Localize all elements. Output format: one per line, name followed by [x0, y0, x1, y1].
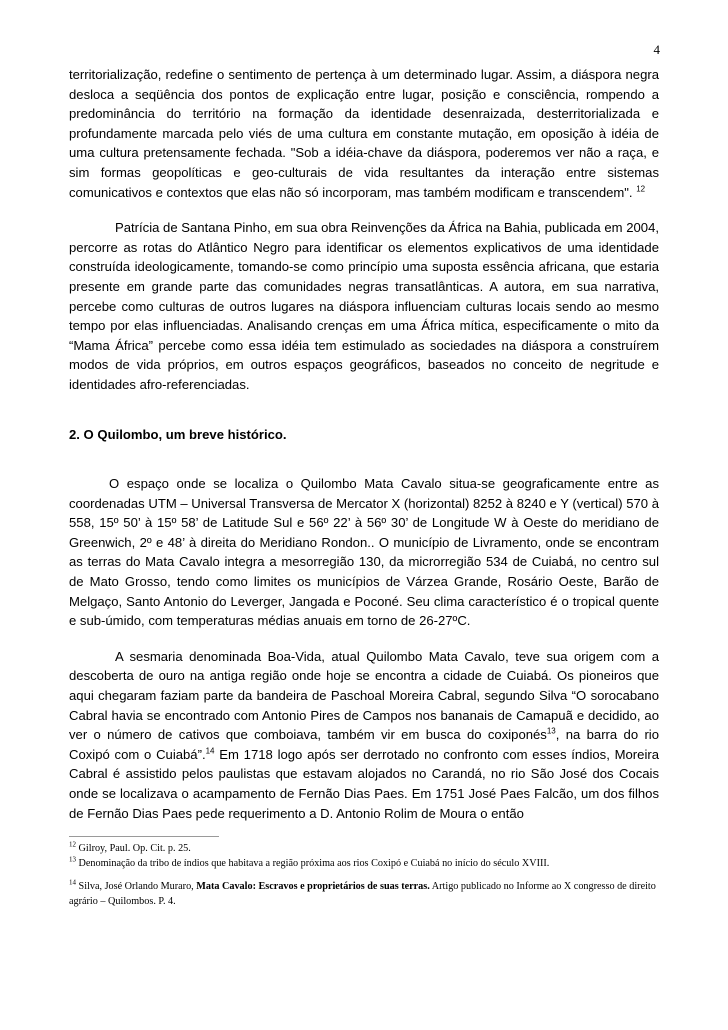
footnote-text-b: Artigo publicado no Informe ao X congresso de direito agrário – Quilombos. P. 4.	[69, 881, 656, 907]
footnote-12	[69, 842, 669, 857]
paragraph-text-a: A sesmaria denominada Boa-Vida, atual Quilombo Mata Cavalo, teve sua origem com a descoberta de ouro na antiga região onde hoje se encontra a cidade de Cuiabá. Os pioneiros que aqui chegaram faziam parte da bandeira de Paschoal Moreira Cabral, segundo Silva “O sorocabano Cabral havia se encontrado com Antonio Pires de Campos nos bananais de Camapuã e decidido, ao ver o número de cativos que comboiava, também vir em busca do coxiponés	[69, 648, 659, 743]
paragraph-location: O espaço onde se localiza o Quilombo Mata Cavalo situa-se geograficamente entre as coordenadas UTM – Universal Transversa de Mercator X (horizontal) 8252 à 8240 e Y (vertical) 570 à 558, 15º 50’ à 15º 58’ de Latitude Sul e 56º 22’ à 56º 30’ de Longitude W à Oeste do meridiano de Greenwich, 2º e 48’ à direita do Meridiano Rondon.. O município de Livramento, onde se encontram as terras do Mata Cavalo integra a mesorregião 130, da microrregião 534 de Cuiabá, no centro sul de Mato Grosso, tendo como limites os municípios de Várzea Grande, Rosário Oeste, Barão de Melgaço, Santo Antonio do Leverger, Jangada e Poconé. Seu clima característico é o tropical quente e sub-úmido, com temperaturas médias anuais em torno de 26-27ºC.	[69, 476, 659, 629]
footnote-title: Mata Cavalo: Escravos e proprietários de suas terras.	[196, 881, 430, 892]
footnote-text-a: Silva, José Orlando Muraro,	[76, 881, 197, 892]
footnote-number: 12	[69, 840, 76, 849]
footnote-text: Denominação da tribo de índios que habitava a região próxima aos rios Coxipó e Cuiabá no início do século XVIII.	[76, 857, 550, 869]
footnote-number: 13	[69, 855, 76, 864]
footnote-14	[69, 880, 669, 909]
paragraph-pinho: Patrícia de Santana Pinho, em sua obra Reinvenções da África na Bahia, publicada em 2004, percorre as rotas do Atlântico Negro para identificar os elementos explicativos de uma identidade construída ideologicamente, tomando-se como princípio uma suposta essência africana, que estaria presente em grande parte das comunidades negras transatlânticas. A autora, em sua narrativa, percebe como culturas de outros lugares na diáspora influenciam culturas locais sendo ao mesmo tempo por elas influenciadas. Analisando crenças em uma África mítica, especificamente o mito da “Mama África” percebe como essa idéia tem estimulado as sociedades na diáspora a construírem modos de vida próprios, em outros espaços geográficos, baseados no conceito de negritude e identidades afro-referenciadas.	[69, 220, 659, 392]
paragraph-text-b: , na barra do rio Coxipó com o Cuiabá”.	[69, 727, 659, 762]
footnote-number: 14	[69, 878, 76, 887]
footnote-ref-12: 12	[636, 184, 646, 194]
footnote-ref-13: 13	[546, 726, 556, 736]
paragraph-diaspora	[69, 65, 659, 202]
page-number: 4	[653, 42, 660, 57]
footnote-ref-14: 14	[205, 746, 215, 756]
footnote-divider	[69, 836, 219, 837]
paragraph-text: territorialização, redefine o sentimento de pertença à um determinado lugar. Assim, a diáspora negra desloca a seqüência dos pontos de explicação entre lugar, posição e consciência, rompendo a predominância do território na formação da identidade desenraizada, desterritorializada e profundamente marcada pelo viés de uma cultura em constante mutação, em oposição à idéia de uma cultura pretensamente fechada. "Sob a idéia-chave da diáspora, poderemos ver não a raça, e sim formas geopolíticas e geo-culturais de vida resultantes da interação entre sistemas comunicativos e contextos que elas não só incorporam, mas também modificam e transcendem".	[69, 67, 659, 200]
section-heading: 2. O Quilombo, um breve histórico.	[69, 426, 287, 442]
document-body	[69, 65, 659, 823]
paragraph-text-c: Em 1718 logo após ser derrotado no confronto com esses índios, Moreira Cabral é assistido pelos paulistas que estavam alojados no Carandá, no rio São José dos Cocais onde se localizava o acampamento de Fernão Dias Paes. Em 1751 José Paes Falcão, um dos filhos de Fernão Dias Paes pede requerimento a D. Antonio Rolim de Moura o então	[69, 746, 659, 821]
paragraph-sesmaria	[69, 647, 659, 823]
footnote-text: Gilroy, Paul. Op. Cit. p. 25.	[76, 843, 191, 854]
footnotes	[69, 842, 669, 909]
footnote-13	[69, 857, 669, 872]
